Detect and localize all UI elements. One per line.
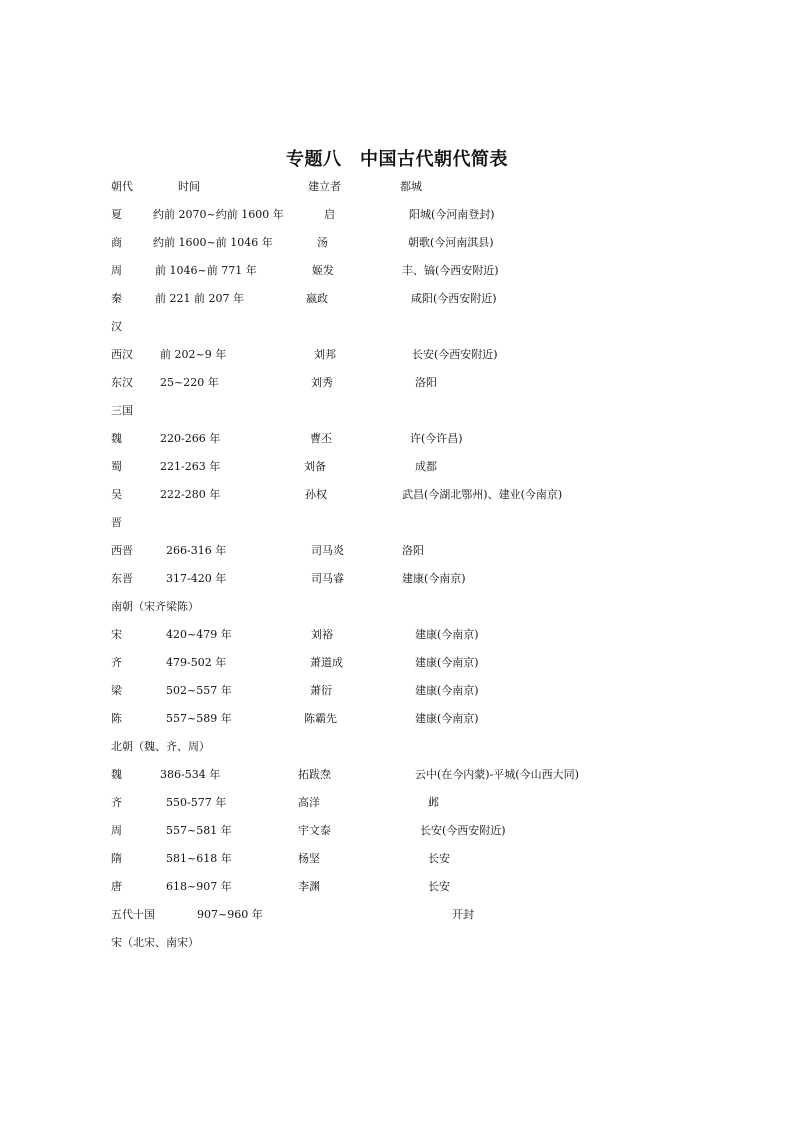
table-row (0, 682, 794, 700)
page-title: 专题八 中国古代朝代简表 (286, 149, 508, 170)
dynasty-cell: 五代十国 (111, 908, 155, 921)
table-row (0, 738, 794, 756)
founder-cell: 陈霸先 (304, 712, 337, 725)
capital-cell: 阳城(今河南登封) (409, 208, 495, 221)
dynasty-cell: 魏 (111, 768, 122, 781)
dynasty-cell: 西晋 (111, 544, 133, 557)
header-time: 时间 (178, 180, 200, 193)
time-cell: 前 1046~前 771 年 (155, 264, 257, 277)
table-row (0, 430, 794, 448)
time-cell: 约前 2070~约前 1600 年 (153, 208, 284, 221)
time-cell: 220-266 年 (160, 432, 221, 445)
time-cell: 557~581 年 (166, 824, 232, 837)
founder-cell: 高洋 (298, 796, 320, 809)
dynasty-cell: 商 (111, 236, 122, 249)
dynasty-cell: 汉 (111, 320, 122, 333)
capital-cell: 朝歌(今河南淇县) (408, 236, 494, 249)
table-row (0, 654, 794, 672)
dynasty-cell: 吴 (111, 488, 122, 501)
capital-cell: 长安(今西安附近) (412, 348, 498, 361)
time-cell: 581~618 年 (166, 852, 232, 865)
table-row (0, 934, 794, 952)
capital-cell: 建康(今南京) (415, 656, 479, 669)
dynasty-cell: 周 (111, 824, 122, 837)
table-row (0, 206, 794, 224)
table-row (0, 766, 794, 784)
table-row (0, 514, 794, 532)
capital-cell: 邺 (428, 796, 439, 809)
founder-cell: 嬴政 (306, 292, 328, 305)
time-cell: 约前 1600~前 1046 年 (153, 236, 273, 249)
capital-cell: 建康(今南京) (415, 628, 479, 641)
dynasty-cell: 晋 (111, 516, 122, 529)
dynasty-cell: 齐 (111, 796, 122, 809)
table-row (0, 458, 794, 476)
dynasty-cell: 周 (111, 264, 122, 277)
table-header (0, 178, 794, 196)
founder-cell: 孙权 (305, 488, 327, 501)
dynasty-cell: 东晋 (111, 572, 133, 585)
time-cell: 前 202~9 年 (160, 348, 227, 361)
header-founder: 建立者 (308, 180, 341, 193)
founder-cell: 汤 (317, 236, 328, 249)
capital-cell: 建康(今南京) (415, 712, 479, 725)
founder-cell: 拓跋焘 (298, 768, 331, 781)
time-cell: 479-502 年 (166, 656, 227, 669)
capital-cell: 许(今许昌) (410, 432, 463, 445)
dynasty-cell: 蜀 (111, 460, 122, 473)
table-row (0, 346, 794, 364)
founder-cell: 司马炎 (311, 544, 344, 557)
dynasty-cell: 陈 (111, 712, 122, 725)
dynasty-cell: 唐 (111, 880, 122, 893)
time-cell: 550-577 年 (166, 796, 227, 809)
dynasty-cell: 齐 (111, 656, 122, 669)
founder-cell: 宇文泰 (298, 824, 331, 837)
time-cell: 618~907 年 (166, 880, 232, 893)
table-row (0, 598, 794, 616)
table-row (0, 906, 794, 924)
time-cell: 317-420 年 (166, 572, 227, 585)
capital-cell: 建康(今南京) (415, 684, 479, 697)
founder-cell: 曹丕 (310, 432, 332, 445)
time-cell: 25~220 年 (160, 376, 219, 389)
dynasty-cell: 秦 (111, 292, 122, 305)
dynasty-cell: 西汉 (111, 348, 133, 361)
time-cell: 557~589 年 (166, 712, 232, 725)
capital-cell: 咸阳(今西安附近) (411, 292, 497, 305)
table-row (0, 878, 794, 896)
capital-cell: 长安(今西安附近) (420, 824, 506, 837)
founder-cell: 李渊 (298, 880, 320, 893)
dynasty-cell: 隋 (111, 852, 122, 865)
table-row (0, 262, 794, 280)
table-row (0, 486, 794, 504)
founder-cell: 刘裕 (311, 628, 333, 641)
table-row (0, 374, 794, 392)
table-row (0, 318, 794, 336)
founder-cell: 刘备 (304, 460, 326, 473)
table-row (0, 850, 794, 868)
dynasty-cell: 南朝（宋齐梁陈） (111, 600, 199, 613)
time-cell: 386-534 年 (160, 768, 221, 781)
table-row (0, 402, 794, 420)
founder-cell: 萧衍 (310, 684, 332, 697)
dynasty-cell: 北朝（魏、齐、周） (111, 740, 210, 753)
founder-cell: 姬发 (312, 264, 334, 277)
dynasty-cell: 宋（北宋、南宋） (111, 936, 199, 949)
time-cell: 前 221 前 207 年 (155, 292, 244, 305)
table-row (0, 234, 794, 252)
capital-cell: 长安 (428, 880, 450, 893)
time-cell: 222-280 年 (160, 488, 221, 501)
capital-cell: 云中(在今内蒙)-平城(今山西大同) (415, 768, 579, 781)
table-row (0, 626, 794, 644)
capital-cell: 成都 (415, 460, 437, 473)
dynasty-cell: 魏 (111, 432, 122, 445)
dynasty-cell: 宋 (111, 628, 122, 641)
time-cell: 221-263 年 (160, 460, 221, 473)
founder-cell: 萧道成 (310, 656, 343, 669)
table-row (0, 570, 794, 588)
founder-cell: 司马睿 (311, 572, 344, 585)
founder-cell: 启 (324, 208, 335, 221)
capital-cell: 开封 (452, 908, 474, 921)
header-dynasty: 朝代 (111, 180, 133, 193)
capital-cell: 武昌(今湖北鄂州)、建业(今南京) (402, 488, 563, 501)
capital-cell: 长安 (428, 852, 450, 865)
table-row (0, 290, 794, 308)
time-cell: 502~557 年 (166, 684, 232, 697)
founder-cell: 杨坚 (298, 852, 320, 865)
header-capital: 都城 (400, 180, 422, 193)
dynasty-cell: 三国 (111, 404, 133, 417)
capital-cell: 建康(今南京) (402, 572, 466, 585)
dynasty-cell: 夏 (111, 208, 122, 221)
table-row (0, 710, 794, 728)
table-row (0, 822, 794, 840)
time-cell: 907~960 年 (197, 908, 263, 921)
capital-cell: 洛阳 (415, 376, 437, 389)
founder-cell: 刘邦 (314, 348, 336, 361)
capital-cell: 洛阳 (402, 544, 424, 557)
time-cell: 266-316 年 (166, 544, 227, 557)
table-row (0, 794, 794, 812)
dynasty-cell: 东汉 (111, 376, 133, 389)
capital-cell: 丰、镐(今西安附近) (402, 264, 499, 277)
time-cell: 420~479 年 (166, 628, 232, 641)
dynasty-cell: 梁 (111, 684, 122, 697)
founder-cell: 刘秀 (311, 376, 333, 389)
table-row (0, 542, 794, 560)
